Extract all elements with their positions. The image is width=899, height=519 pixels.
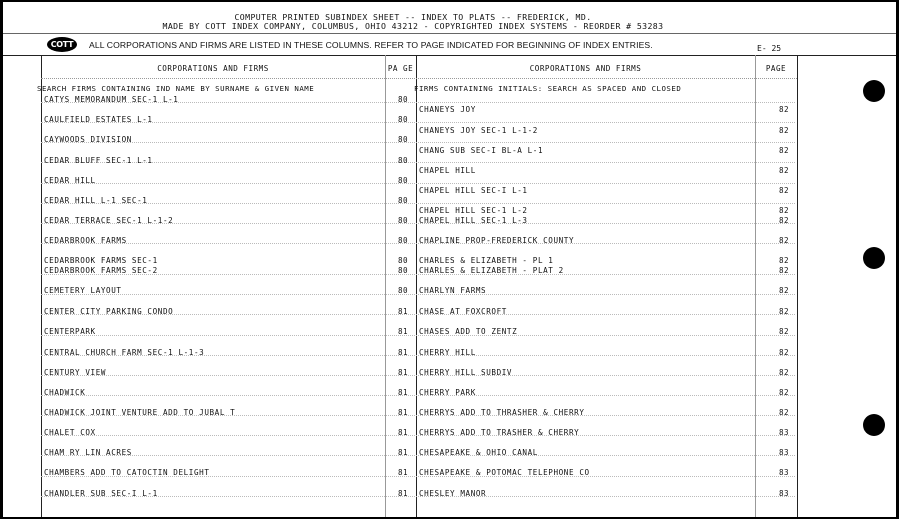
index-entry-page: 82 — [779, 146, 789, 155]
index-entry-name: CHAPLINE PROP-FREDERICK COUNTY — [419, 236, 575, 245]
index-entry-name: CEDARBROOK FARMS SEC-1 — [44, 256, 158, 265]
index-entry-page: 82 — [779, 166, 789, 175]
index-entry-page: 81 — [398, 468, 408, 477]
index-entry-page: 80 — [398, 95, 408, 104]
row-rule — [41, 122, 795, 123]
index-entry-page: 82 — [779, 256, 789, 265]
index-entry-name: CAYWOODS DIVISION — [44, 135, 132, 144]
index-entry-name: CHAPEL HILL SEC-1 L-2 — [419, 206, 528, 215]
index-entry-page: 80 — [398, 196, 408, 205]
index-entry-name: CEDAR TERRACE SEC-1 L-1-2 — [44, 216, 174, 225]
index-entry-page: 82 — [779, 266, 789, 275]
index-entry-page: 80 — [398, 176, 408, 185]
index-entry-page: 83 — [779, 448, 789, 457]
row-rule — [41, 294, 795, 295]
right-subheader: FIRMS CONTAINING INITIALS: SEARCH AS SPACED AND CLOSED — [414, 84, 682, 93]
index-entry-name: CEDAR BLUFF SEC-1 L-1 — [44, 156, 153, 165]
binder-hole — [863, 414, 885, 436]
index-entry-page: 83 — [779, 468, 789, 477]
column-notice: ALL CORPORATIONS AND FIRMS ARE LISTED IN THESE COLUMNS. REFER TO PAGE INDICATED FOR BEGINNING OF INDEX ENTRIES. — [89, 40, 653, 50]
index-entry-name: CHANDLER SUB SEC-I L-1 — [44, 489, 158, 498]
index-entry-page: 81 — [398, 388, 408, 397]
index-entry-page: 80 — [398, 256, 408, 265]
row-rule — [41, 162, 795, 163]
index-entry-page: 82 — [779, 307, 789, 316]
index-entry-name: CHANEYS JOY — [419, 105, 476, 114]
cott-logo: COTT — [47, 37, 77, 52]
index-entry-page: 82 — [779, 105, 789, 114]
index-entry-name: CHANEYS JOY SEC-1 L-1-2 — [419, 126, 538, 135]
index-entry-name: CHAM RY LIN ACRES — [44, 448, 132, 457]
index-entry-page: 81 — [398, 327, 408, 336]
index-entry-page: 81 — [398, 368, 408, 377]
index-entry-page: 81 — [398, 348, 408, 357]
index-entry-name: CHERRY HILL — [419, 348, 476, 357]
index-entry-page: 83 — [779, 489, 789, 498]
row-rule — [41, 395, 795, 396]
index-entry-page: 80 — [398, 236, 408, 245]
index-entry-name: CHERRYS ADD TO TRASHER & CHERRY — [419, 428, 580, 437]
index-entry-page: 80 — [398, 266, 408, 275]
index-entry-name: CEDARBROOK FARMS SEC-2 — [44, 266, 158, 275]
index-entry-page: 81 — [398, 428, 408, 437]
row-rule — [41, 243, 795, 244]
index-entry-name: CENTER CITY PARKING CONDO — [44, 307, 174, 316]
index-entry-name: CHASES ADD TO ZENTZ — [419, 327, 518, 336]
binder-hole — [863, 80, 885, 102]
index-entry-name: CENTURY VIEW — [44, 368, 107, 377]
index-entry-page: 80 — [398, 115, 408, 124]
row-rule — [41, 183, 795, 184]
binder-hole — [863, 247, 885, 269]
right-page-header: PAGE — [765, 64, 787, 73]
index-entry-page: 81 — [398, 408, 408, 417]
index-entry-name: CHESAPEAKE & OHIO CANAL — [419, 448, 538, 457]
index-entry-name: CEMETERY LAYOUT — [44, 286, 122, 295]
index-entry-name: CHAPEL HILL SEC-1 L-3 — [419, 216, 528, 225]
row-rule — [41, 435, 795, 436]
index-sheet — [3, 2, 896, 517]
index-entry-name: CEDAR HILL — [44, 176, 96, 185]
index-entry-page: 80 — [398, 156, 408, 165]
index-entry-page: 80 — [398, 216, 408, 225]
index-entry-page: 81 — [398, 307, 408, 316]
index-entry-page: 80 — [398, 135, 408, 144]
index-entry-name: CEDARBROOK FARMS — [44, 236, 127, 245]
index-entry-page: 82 — [779, 388, 789, 397]
left-column-title: CORPORATIONS AND FIRMS — [157, 64, 269, 73]
row-rule — [41, 375, 795, 376]
index-entry-page: 80 — [398, 286, 408, 295]
index-entry-page: 82 — [779, 327, 789, 336]
index-entry-name: CATYS MEMORANDUM SEC-1 L-1 — [44, 95, 179, 104]
left-page-header: PA GE — [387, 64, 414, 73]
index-entry-name: CENTERPARK — [44, 327, 96, 336]
index-entry-name: CAULFIELD ESTATES L-1 — [44, 115, 153, 124]
publisher-line: MADE BY COTT INDEX COMPANY, COLUMBUS, OHIO 43212 - COPYRIGHTED INDEX SYSTEMS - REORDER # 53283 — [162, 21, 664, 31]
index-entry-name: CHARLYN FARMS — [419, 286, 487, 295]
index-entry-name: CHERRY PARK — [419, 388, 476, 397]
index-entry-page: 82 — [779, 408, 789, 417]
index-entry-page: 82 — [779, 216, 789, 225]
index-entry-page: 81 — [398, 448, 408, 457]
index-entry-name: CHERRYS ADD TO THRASHER & CHERRY — [419, 408, 585, 417]
index-entry-name: CHADWICK JOINT VENTURE ADD TO JUBAL T — [44, 408, 236, 417]
index-entry-name: CEDAR HILL L-1 SEC-1 — [44, 196, 148, 205]
index-entry-name: CHANG SUB SEC-I BL-A L-1 — [419, 146, 544, 155]
index-entry-name: CHESAPEAKE & POTOMAC TELEPHONE CO — [419, 468, 590, 477]
row-rule — [41, 455, 795, 456]
index-entry-page: 82 — [779, 206, 789, 215]
index-entry-name: CHAPEL HILL — [419, 166, 476, 175]
index-entry-page: 81 — [398, 489, 408, 498]
index-entry-page: 82 — [779, 348, 789, 357]
index-entry-name: CHARLES & ELIZABETH - PL 1 — [419, 256, 554, 265]
row-rule — [41, 142, 795, 143]
index-entry-name: CHALET COX — [44, 428, 96, 437]
index-rows — [3, 2, 896, 517]
sheet-title: COMPUTER PRINTED SUBINDEX SHEET -- INDEX TO PLATS -- FREDERICK, MD. — [234, 12, 592, 22]
sheet-number: E- 25 — [757, 44, 782, 53]
index-entry-name: CHASE AT FOXCROFT — [419, 307, 507, 316]
index-entry-page: 82 — [779, 368, 789, 377]
index-entry-page: 82 — [779, 286, 789, 295]
index-entry-page: 82 — [779, 186, 789, 195]
left-subheader: SEARCH FIRMS CONTAINING IND NAME BY SURNAME & GIVEN NAME — [37, 84, 315, 93]
row-rule — [41, 335, 795, 336]
right-column-title: CORPORATIONS AND FIRMS — [529, 64, 642, 73]
index-entry-name: CHAPEL HILL SEC-I L-1 — [419, 186, 528, 195]
index-entry-page: 83 — [779, 428, 789, 437]
index-entry-name: CHERRY HILL SUBDIV — [419, 368, 513, 377]
row-rule — [41, 203, 795, 204]
index-entry-page: 82 — [779, 236, 789, 245]
index-entry-name: CHADWICK — [44, 388, 86, 397]
index-entry-name: CHARLES & ELIZABETH - PLAT 2 — [419, 266, 564, 275]
index-entry-name: CENTRAL CHURCH FARM SEC-1 L-1-3 — [44, 348, 205, 357]
index-entry-name: CHAMBERS ADD TO CATOCTIN DELIGHT — [44, 468, 210, 477]
index-entry-name: CHESLEY MANOR — [419, 489, 487, 498]
index-entry-page: 82 — [779, 126, 789, 135]
